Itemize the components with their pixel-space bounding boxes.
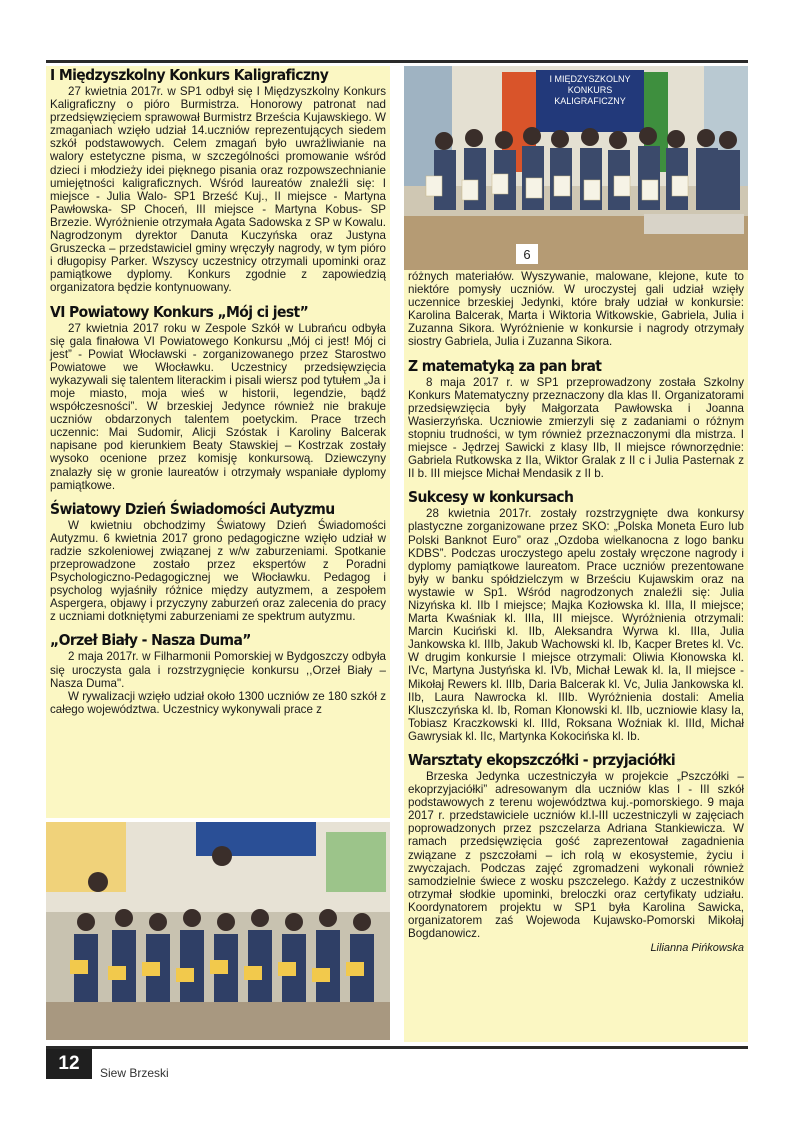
- heading-powiatowy: VI Powiatowy Konkurs „Mój ci jest”: [50, 302, 309, 321]
- body-orzel-2: W rywalizacji wzięło udział około 1300 uczniów ze 180 szkół z całego województwa. Uczestnicy wykonywali prace z: [50, 689, 386, 716]
- body-sukcesy: 28 kwietnia 2017r. zostały rozstrzygnięte dwa konkursy plastyczne zorganizowane przez SKO: „Polska Moneta Euro lub Polski Banknot Euro” oraz „Ozdoba wielkanocna z logo banku KDBS”. Podczas uroczystego apelu zostały wręczone nagrody i dyplomy pamiątkowe laureatom. Prace uczniów prezentowane były w banku spółdzielczym w Brześciu Kujawskim oraz na wystawie w Sp1. Wśród nagrodzonych znaleźli się: Julia Nizyńska kl. IIb I miejsce; Majka Kozłowska kl. IIIa, II miejsce; Marta Kwaśniak kl. IIIa, III miejsce. Wyróżnienia otrzymali: Marcin Kuciński kl. IIb, Aleksandra Wyrwa kl. IIIa, Julia Jankowska kl. IIIb, Jakub Wachowski kl. Ib, Kacper Bretes kl. Vc. W drugim konkursie I miejsce otrzymali: Oliwia Kłonowska kl. IVc, Martyna Justyńska kl. IVb, Michał Lewak kl. Ia, II miejsce - Mikołaj Rewers kl. IIIb, Daria Balcerak kl. Vc, Julia Jankowska kl. IIb, Laura Nawrocka kl. IIIb. Wyróżnienia dostali: Amelia Kluszczyńska kl. Ib, Roman Kłonowski kl. IIb, uczniowie klasy Ia, Tobiasz Kraczkowski kl. IIId, Roksana Woźniak kl. IIId, Michał Gawrysiak kl. IIc, Martynka Kokocińska kl. Ib.: [408, 507, 744, 743]
- heading-matematyka: Z matematyką za pan brat: [408, 356, 602, 375]
- body-warsztaty: Brzeska Jedynka uczestniczyła w projekcie „Pszczółki – ekoprzyjaciółki” adresowanym dla uczniów klas I - III szkół podstawowych z terenu województwa kuj.-pomorskiego. 9 maja 2017 r. przedstawiciele uczniów kl.I-III uczestniczyli w zajęciach poprowadzonych przez pszczelarza Adriana Stankiewicza. W ramach przedsięwzięcia gość zaprezentował zagadnienia związane z pszczołami – ich rolą w ekosystemie, życiu i zwyczajach. Podczas zajęć zgromadzeni wykonali również samodzielnie świece z wosku pszczelego. Każdy z uczestników otrzymał słodkie upominki, breloczki oraz certyfikaty udziału. Koordynatorem projektu w SP1 była Karolina Sawicka, organizatorem zaś Wojewoda Kujawsko-Pomorski Mikołaj Bogdanowicz.: [408, 770, 744, 941]
- heading-autyzm: Światowy Dzień Świadomości Autyzmu: [50, 499, 335, 518]
- article-sukcesy: [408, 488, 744, 743]
- body-powiatowy: 27 kwietnia 2017 roku w Zespole Szkół w Lubrańcu odbyła się gala finałowa VI Powiatowego Konkursu „Mój ci jest! Mój ci jest” - Powiat Włocławski - zorganizowanego przez Starostwo Powiatowe we Włocławku. Uczestnicy przedsięwzięcia wykazywali się talentem literackim i pisali wiersz pod tytułem „Ja i moje miasto, moja wieś w historii, legendzie, bądź współczesności”. W brzeskiej Jedynce również nie brakuje uczniów obdarzonych talentem poetyckim. Prace trzech uczennic: Mai Sudomir, Alicji Szóstak i Karoliny Balcerak napisane pod kierunkiem Beaty Stawskiej – Kostrzak zostały wysoko ocenione przez komisję konkursową. Dziewczyny znalazły się w gronie laureatów i otrzymały wspaniałe dyplomy pamiątkowe.: [50, 321, 386, 492]
- article-orzel: [50, 631, 386, 715]
- magazine-name: Siew Brzeski: [100, 1066, 169, 1080]
- photo-calligraphy-illustration: [404, 66, 748, 270]
- body-matematyka: 8 maja 2017 r. w SP1 przeprowadzony została Szkolny Konkurs Matematyczny przeznaczony dla klas II. Organizatorami przedsięwzięcia były Małgorzata Pawłowska i Joanna Wasierzyńska. Uczniowie zmierzyli się z zadaniami o różnym stopniu trudności, w tym również przeznaczonymi dla mistrza. I miejsce - Jędrzej Sawicki z klasy IIb, II miejsce równorzędnie: Gabriela Rutkowska z IIa, Wiktor Gralak z II c i Julia Pasternak z II b. III miejsce Michał Mendasik z II b.: [408, 375, 744, 481]
- photo-calligraphy-group: [404, 66, 748, 270]
- heading-warsztaty: Warsztaty ekopszczółki - przyjaciółki: [408, 751, 676, 769]
- photo-bee-workshop-group: [46, 822, 390, 1040]
- heading-kaligrafia: I Międzyszkolny Konkurs Kaligraficzny: [50, 66, 329, 84]
- banner-line-3: KALIGRAFICZNY: [554, 96, 626, 106]
- footer-rule: [46, 1046, 748, 1049]
- body-autyzm: W kwietniu obchodzimy Światowy Dzień Świadomości Autyzmu. 6 kwietnia 2017 grono pedagogiczne wzięło udział w radzie szkoleniowej związanej z w/w zaburzeniami. Spotkanie przeprowadzone zostało przez ekspertów z Poradni Psychologiczno-Pedagogicznej we Włocławku. Pedagog i psycholog wyjaśniły różnice między autyzmem, a zespołem Aspergera, objawy i przyczyny zaburzeń oraz zalecenia do pracy z uczniami dotkniętymi zaburzeniami ze spektrum autyzmu.: [50, 518, 386, 624]
- page-number: 12: [46, 1049, 92, 1079]
- body-orzel-3: różnych materiałów. Wyszywanie, malowane, klejone, kute to niektóre pomysły uczniów. W uroczystej gali udział wzięły uczennice brzeskiej Jedynki, które brały udział w konkursie: Karolina Balcerak, Marta i Wiktoria Witkowskie, Gabriela, Julia i Zuzanna Sikora. Wyróżnienie w konkursie i nagrody otrzymały siostry Gabriela, Julia i Zuzanna Sikora.: [408, 270, 744, 349]
- body-orzel-1: 2 maja 2017r. w Filharmonii Pomorskiej w Bydgoszczy odbyła się uroczysta gala i rozstrzygnięcie konkursu ,,Orzeł Biały – Nasza Duma".: [50, 650, 386, 690]
- article-matematyka: [408, 357, 744, 481]
- article-kaligrafia: [50, 66, 386, 295]
- article-powiatowy: [50, 303, 386, 492]
- top-rule: [46, 60, 748, 63]
- article-warsztaty: [408, 751, 744, 954]
- heading-sukcesy: Sukcesy w konkursach: [408, 488, 574, 507]
- left-column: [46, 66, 390, 818]
- photo-sign: 6: [523, 247, 531, 262]
- banner-line-1: I MIĘDZYSZKOLNY: [549, 74, 631, 84]
- author-signature: Lilianna Pińkowska: [650, 942, 744, 955]
- body-kaligrafia: 27 kwietnia 2017r. w SP1 odbył się I Międzyszkolny Konkurs Kaligraficzny o pióro Burmistrza. Honorowy patronat nad przedsięwzięciem sprawował Burmistrz Brześcia Kujawskiego. W zmaganiach wzięło udział 14.uczniów reprezentujących siedem szkół podstawowych. Celem zmagań było uwrażliwianie na walory estetyczne pisma, w szczególności promowanie wśród dzieci i młodzieży idei pięknego pisania oraz rozpowszechnianie umiejętności kaligraficznych. Wśród laureatów znaleźli się: I miejsce - Julia Walo- SP1 Brześć Kuj., II miejsce - Martyna Pawłowska- SP Choceń, III miejsce - Martyna Kobus- SP Brzezie. Wyróżnienie otrzymała Agata Sadowska z SP w Kowalu. Nagrodzonym dyrektor Danuta Kuczyńska oraz Justyna Gruszecka – przedstawiciel gminy wręczyły nagrody, w tym pióro i długopisy Parker. Wszyscy uczestnicy otrzymali upominki oraz pamiątkowe dyplomy. Konkurs zgodnie z zapowiedzią organizatora będzie kontynuowany.: [50, 85, 386, 295]
- photo-bee-workshop-illustration: [46, 822, 390, 1040]
- right-column: [404, 270, 748, 1042]
- banner-line-2: KONKURS: [567, 85, 613, 95]
- article-autyzm: [50, 500, 386, 624]
- heading-orzel: „Orzeł Biały - Nasza Duma”: [50, 631, 251, 650]
